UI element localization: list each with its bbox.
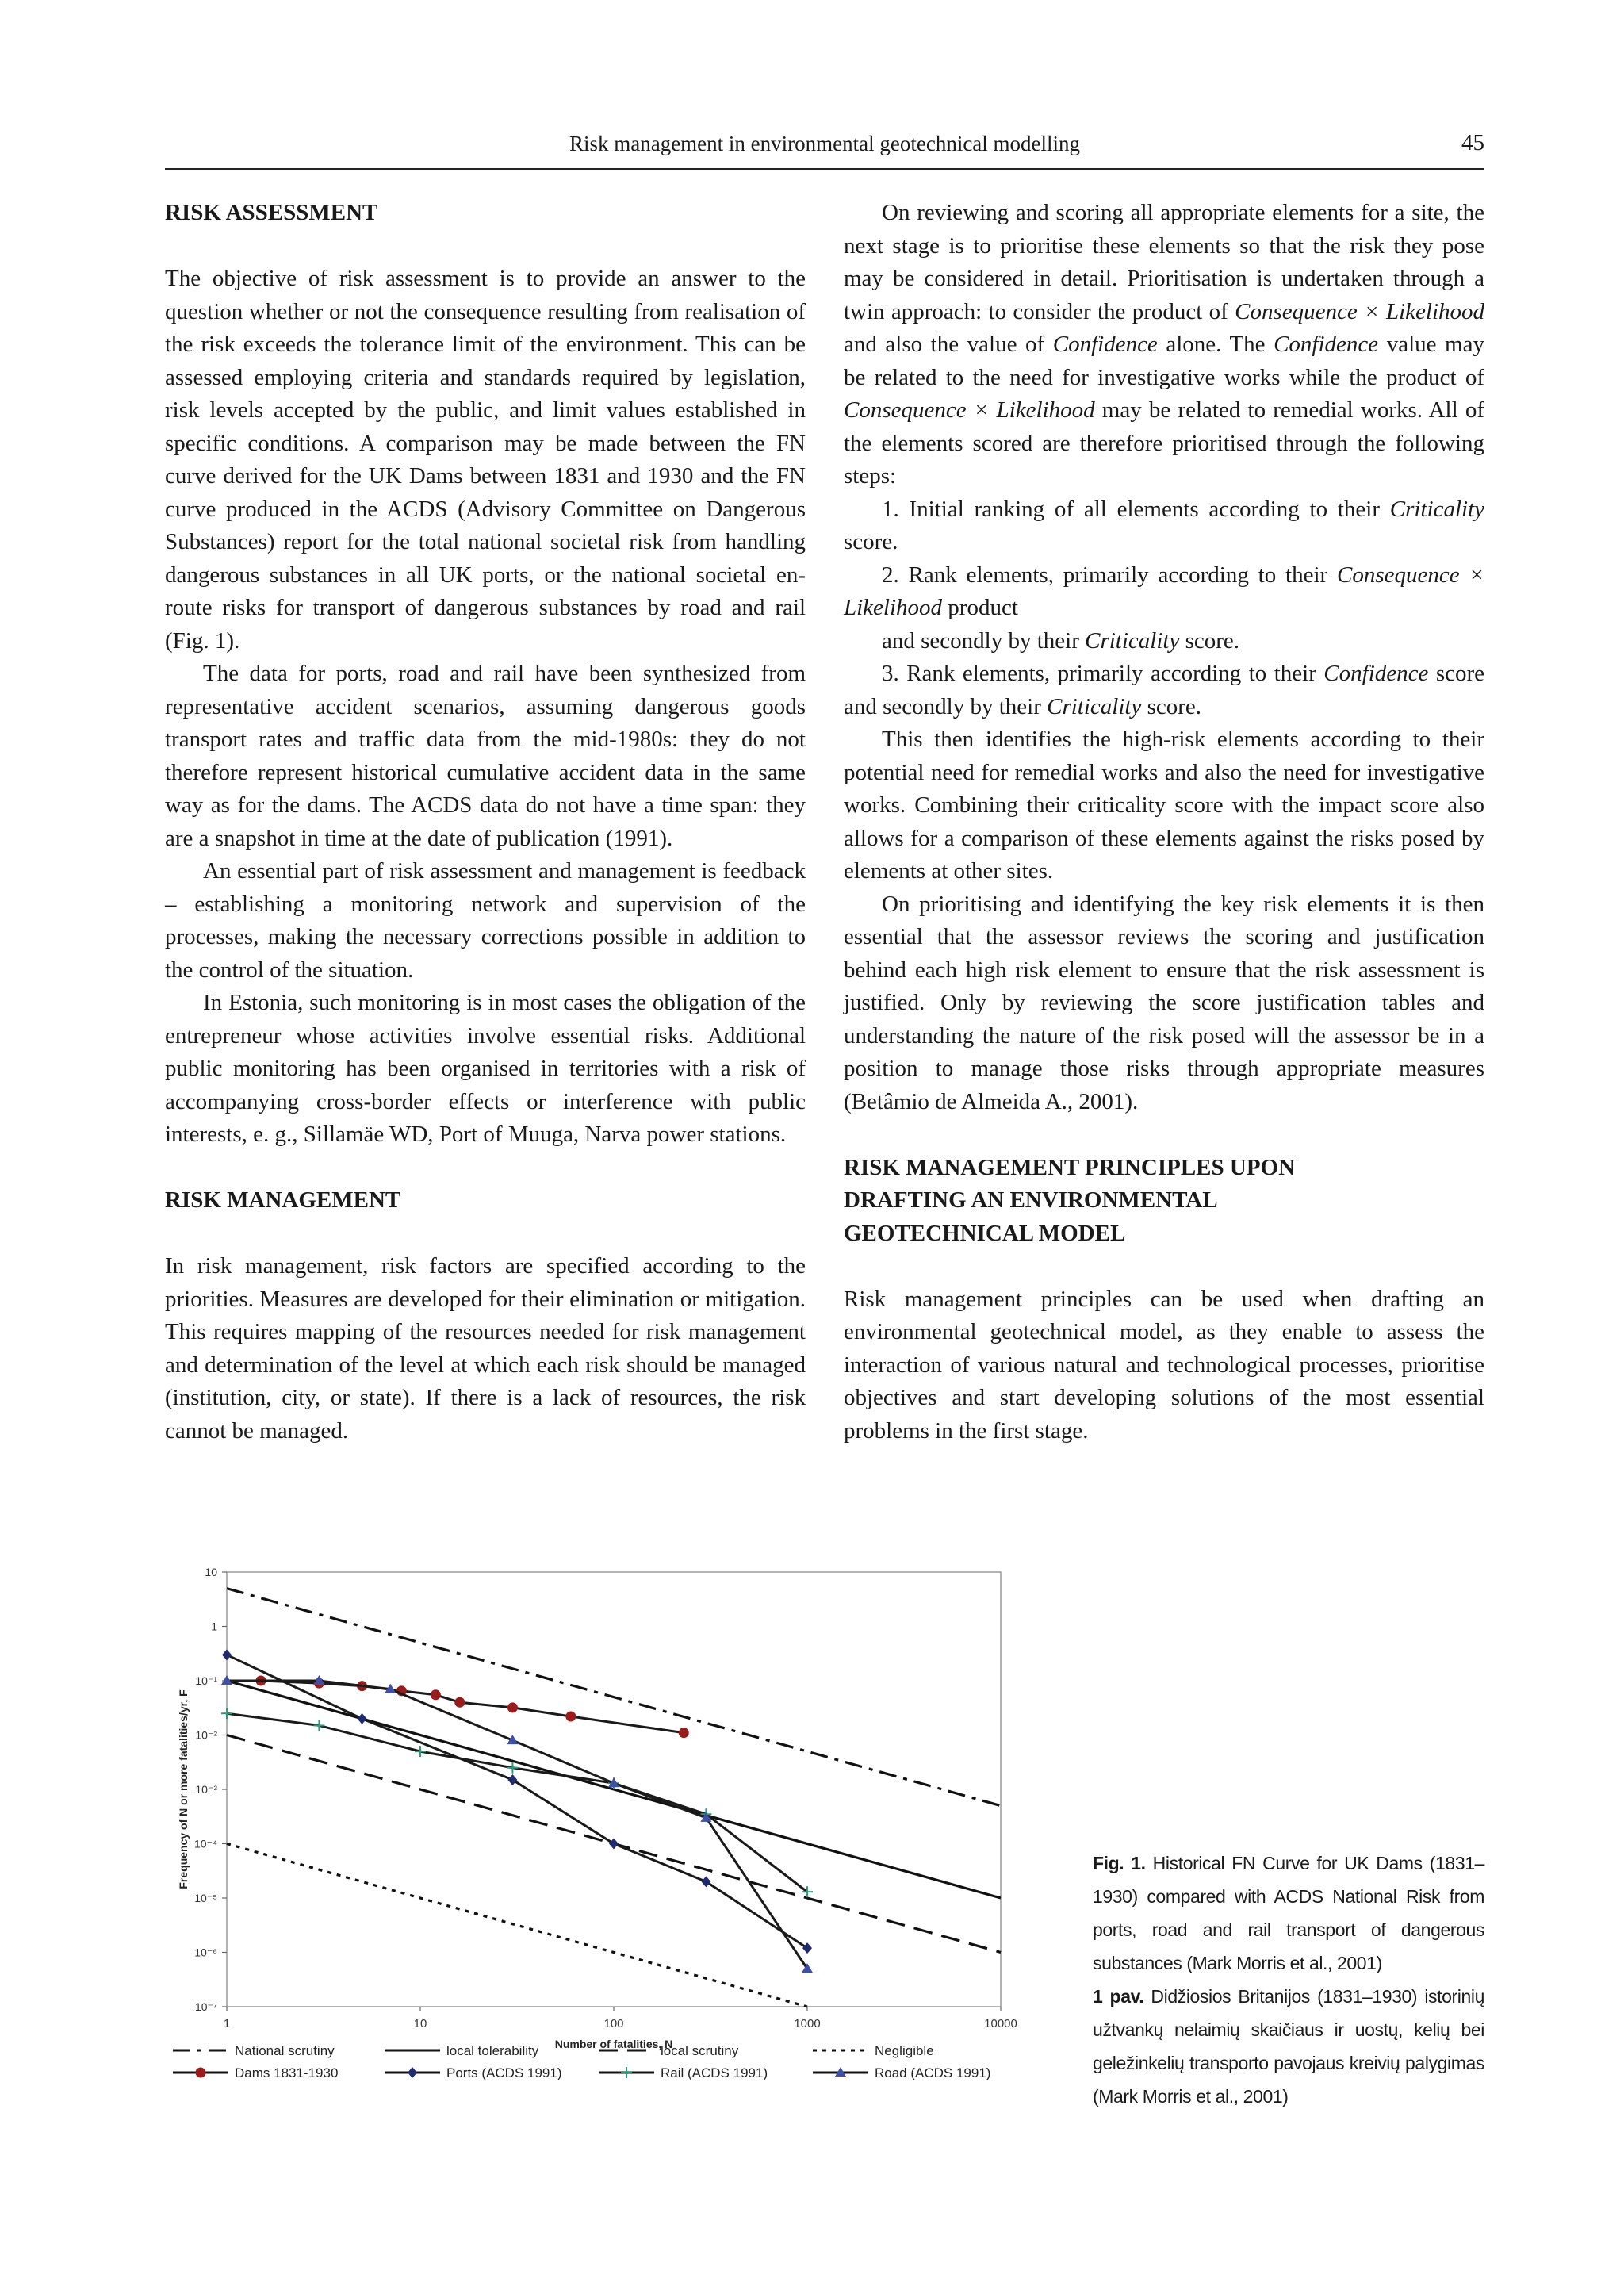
marker-ports-acds-1991	[701, 1876, 710, 1887]
paragraph: Risk management principles can be used when drafting an environmental geotechnical model, as they enable to assess the interaction of various natural and technological processes, prioritise objectives and start developing solutions of the most essential problems in the first stage.	[844, 1286, 1484, 1444]
running-title: Risk management in environmental geotechnical modelling	[569, 132, 1081, 155]
marker-legend-ports-acds-1991	[408, 2067, 417, 2078]
section-heading-risk-assessment: RISK ASSESSMENT	[165, 200, 378, 225]
list-step-2-continued: and secondly by their Criticality score.	[882, 627, 1240, 654]
x-tick-label: 100	[603, 2017, 624, 2030]
paragraph: On reviewing and scoring all appropriate elements for a site, the next stage is to prioritise these elements so that the risk they pose may be considered in detail. Prioritisation is undertaken through a twin approach: to consider the product of Consequence × Likelihood and also the value of Confidence alone. The Confidence value may be related to the need for investigative works while the product of Consequence × Likelihood may be related to remedial works. All of the elements scored are therefore prioritised through the following steps:	[844, 200, 1484, 489]
marker-ports-acds-1991	[358, 1713, 367, 1724]
series-line-negligible	[227, 1844, 807, 2007]
caption-lithuanian: 1 pav. Didžiosios Britanijos (1831–1930) istorinių užtvankų nelaimių skaičiaus ir uostų, kelių bei geležinkelių transporto pavojaus kreivių palygimas (Mark Morris et al., 2001)	[1093, 1986, 1484, 2107]
paragraph: In risk management, risk factors are specified according to the priorities. Measures are developed for their elimination or mitigation. This requires mapping of the resources needed for risk management and determination of the level at which each risk should be managed (institution, city, or state). If there is a lack of resources, the risk cannot be managed.	[165, 1253, 806, 1444]
paragraph: The data for ports, road and rail have been synthesized from representative accident scenarios, assuming dangerous goods transport rates and traffic data from the mid-1980s: they do not therefore represent historical cumulative accident data in the same way as for the dams. The ACDS data do not have a time span: they are a snapshot in time at the date of publication (1991).	[165, 661, 806, 851]
y-tick-label: 10	[205, 1566, 217, 1578]
y-tick-label: 10⁻⁷	[194, 2000, 217, 2013]
marker-legend-dams-1831-1930	[196, 2068, 205, 2077]
series-line-ports-acds-1991	[227, 1655, 807, 1948]
left-column	[165, 197, 806, 1448]
marker-ports-acds-1991	[508, 1774, 517, 1785]
x-tick-label: 10000	[984, 2017, 1017, 2030]
marker-dams-1831-1930	[679, 1728, 688, 1738]
marker-dams-1831-1930	[431, 1690, 440, 1700]
y-tick-label: 10⁻²	[195, 1728, 217, 1742]
y-tick-label: 1	[211, 1620, 217, 1633]
y-tick-label: 10⁻⁴	[194, 1837, 217, 1850]
y-tick-label: 10⁻³	[195, 1783, 217, 1796]
legend-label-road-acds-1991: Road (ACDS 1991)	[875, 2065, 991, 2080]
paragraph: This then identifies the high-risk elements according to their potential need for remedial works and also the need for investigative works. Combining their criticality score with the impact score also allows for a comparison of these elements against the risks posed by elements at other sites.	[844, 727, 1484, 884]
marker-ports-acds-1991	[609, 1839, 619, 1850]
paragraph: The objective of risk assessment is to provide an answer to the question whether or not the consequence resulting from realisation of the risk exceeds the tolerance limit of the environment. This can be assessed employing criteria and standards required by legislation, risk levels accepted by the public, and limit values established in specific conditions. A comparison may be made between the FN curve derived for the UK Dams between 1831 and 1930 and the FN curve produced in the ACDS (Advisory Committee on Dangerous Substances) report for the total national societal risk from handling dangerous substances in all UK ports, or the national societal en-route risks for transport of dangerous substances by road and rail (Fig. 1).	[165, 266, 806, 654]
legend-label-negligible: Negligible	[875, 2043, 934, 2058]
list-step-3: 3. Rank elements, primarily according to their Confidence score and secondly by their Criticality score.	[844, 661, 1484, 719]
right-column	[844, 197, 1484, 1448]
marker-ports-acds-1991	[222, 1649, 232, 1660]
marker-dams-1831-1930	[566, 1712, 576, 1721]
legend-label-national-scrutiny: National scrutiny	[235, 2043, 335, 2058]
paragraph: An essential part of risk assessment and management is feedback – establishing a monitoring network and supervision of the processes, making the necessary corrections possible in addition to the control of the situation.	[165, 858, 806, 983]
y-axis-label: Frequency of N or more fatalities/yr, F	[177, 1689, 190, 1889]
x-tick-label: 1000	[794, 2017, 821, 2030]
series-line-local-tolerability	[227, 1681, 1001, 1898]
list-step-1: 1. Initial ranking of all elements according to their Criticality score.	[844, 496, 1484, 554]
y-tick-label: 10⁻¹	[195, 1674, 217, 1687]
fn-curve-chart	[159, 1551, 1031, 2122]
section-heading-risk-management-principles: RISK MANAGEMENT PRINCIPLES UPON DRAFTING AN ENVIRONMENTAL GEOTECHNICAL MODEL	[844, 1154, 1296, 1246]
legend-label-ports-acds-1991: Ports (ACDS 1991)	[446, 2065, 562, 2080]
series-line-national-scrutiny	[227, 1589, 1001, 1806]
x-tick-label: 10	[413, 2017, 427, 2030]
x-tick-label: 1	[223, 2017, 231, 2030]
marker-ports-acds-1991	[802, 1942, 812, 1954]
figure-caption	[1093, 1846, 1484, 2113]
running-header	[165, 128, 1484, 170]
caption-english: Fig. 1. Historical FN Curve for UK Dams (1831–1930) compared with ACDS National Risk from ports, road and rail transport of dangerous substances (Mark Morris et al., 2001)	[1093, 1853, 1484, 1973]
marker-dams-1831-1930	[508, 1703, 517, 1712]
figure-1	[159, 1551, 1031, 2122]
legend-label-rail-acds-1991: Rail (ACDS 1991)	[661, 2065, 768, 2080]
list-step-2: 2. Rank elements, primarily according to their Consequence × Likelihood product	[844, 562, 1485, 620]
x-axis-label: Number of fatalities, N	[554, 2038, 673, 2050]
series-line-rail-acds-1991	[227, 1713, 807, 1892]
y-tick-label: 10⁻⁵	[194, 1892, 217, 1904]
paragraph: In Estonia, such monitoring is in most cases the obligation of the entrepreneur whose activities involve essential risks. Additional public monitoring has been organised in territories with a risk of accompanying cross-border effects or interference with public interests, e. g., Sillamäe WD, Port of Muuga, Narva power stations.	[165, 990, 806, 1147]
y-tick-label: 10⁻⁶	[194, 1946, 217, 1959]
marker-dams-1831-1930	[455, 1697, 465, 1707]
legend-label-dams-1831-1930: Dams 1831-1930	[235, 2065, 339, 2080]
section-heading-risk-management: RISK MANAGEMENT	[165, 1187, 401, 1213]
paragraph: On prioritising and identifying the key risk elements it is then essential that the assessor reviews the scoring and justification behind each high risk element to ensure that the risk assessment is justified. Only by reviewing the score justification tables and understanding the nature of the risk posed will the assessor be in a position to manage those risks through appropriate measures (Betâmio de Almeida A., 2001).	[844, 891, 1484, 1114]
page-number: 45	[1461, 130, 1484, 155]
legend-label-local-tolerability: local tolerability	[446, 2043, 539, 2058]
legend-label-local-scrutiny: local scrutiny	[661, 2043, 739, 2058]
